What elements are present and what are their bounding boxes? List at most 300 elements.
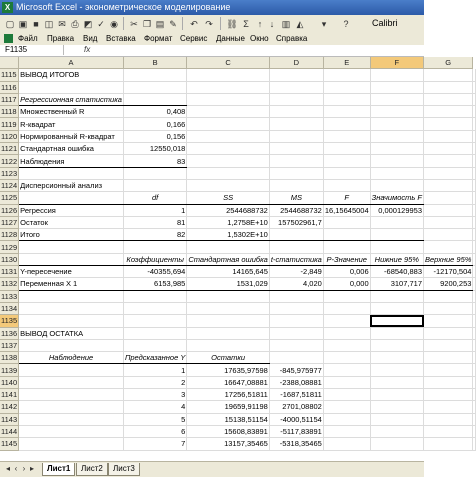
last-sheet-icon[interactable]: ▸ [29,464,34,473]
grid-cell[interactable]: 13157,35465 [187,438,270,450]
grid-cell[interactable] [323,302,370,314]
grid-cell[interactable]: 14165,645 [187,266,270,278]
grid-cell[interactable] [323,69,370,81]
grid-cell[interactable]: Стандартная ошибка [19,143,124,155]
grid-cell[interactable]: 3107,717 [370,278,423,290]
grid-cell[interactable] [269,155,323,167]
grid-cell[interactable] [19,315,124,327]
worksheet-grid[interactable] [0,57,472,461]
grid-cell[interactable] [323,327,370,339]
grid-cell[interactable] [473,69,476,81]
grid-cell[interactable] [424,413,473,425]
grid-cell[interactable]: Нижние 95% [370,253,423,265]
grid-cell[interactable] [424,69,473,81]
column-header-g[interactable]: G [424,57,473,69]
grid-cell[interactable]: SS [187,192,270,204]
grid-cell[interactable]: t-статистика [270,254,322,264]
grid-cell[interactable] [473,302,476,314]
grid-cell[interactable]: Переменная X 1 [19,278,124,290]
grid-cell[interactable] [370,302,423,314]
grid-cell[interactable]: -40355,694 [123,266,186,278]
grid-cell[interactable] [269,93,323,105]
grid-cell[interactable] [370,364,423,376]
row-header[interactable]: 1142 [1,402,18,412]
menu-view[interactable]: Вид [83,34,98,43]
grid-cell[interactable] [370,118,423,130]
grid-cell[interactable] [187,130,270,142]
grid-cell[interactable]: Стандартная ошибка [188,254,268,264]
grid-cell[interactable] [19,364,124,376]
grid-cell[interactable]: 5 [123,413,186,425]
row-header[interactable]: 1138 [1,353,18,363]
grid-cell[interactable] [323,216,370,228]
grid-cell[interactable] [123,302,186,314]
grid-cell[interactable] [473,376,476,388]
grid-cell[interactable] [370,425,423,437]
grid-cell[interactable] [123,93,186,105]
grid-cell[interactable]: -845,975977 [269,364,323,376]
grid-cell[interactable]: 4 [123,401,186,413]
grid-cell[interactable] [424,155,473,167]
grid-cell[interactable] [424,179,473,191]
grid-cell[interactable]: Наблюдения [19,155,124,167]
grid-cell[interactable]: 2701,08802 [269,401,323,413]
grid-cell[interactable] [187,155,270,167]
grid-cell[interactable] [123,179,186,191]
grid-cell[interactable] [187,69,270,81]
grid-cell[interactable]: 12550,018 [123,143,186,155]
grid-cell[interactable] [269,315,323,327]
grid-cell[interactable] [323,179,370,191]
grid-cell[interactable]: P-Значение [323,253,370,265]
grid-cell[interactable] [370,179,423,191]
grid-cell[interactable] [187,167,270,179]
grid-cell[interactable]: 0,000 [323,278,370,290]
new-file-icon[interactable]: ▢ [5,19,15,29]
grid-cell[interactable]: 82 [123,229,186,241]
grid-cell[interactable] [473,352,476,364]
row-header[interactable]: 1143 [1,414,18,424]
grid-cell[interactable] [473,143,476,155]
grid-cell[interactable] [269,241,323,253]
grid-cell[interactable] [424,167,473,179]
grid-cell[interactable] [370,290,423,302]
sort-ascending-icon[interactable]: ↑ [257,19,263,29]
row-header[interactable]: 1123 [1,168,18,178]
grid-cell[interactable] [323,352,370,364]
grid-cell[interactable]: 0,156 [123,130,186,142]
grid-cell[interactable] [473,253,476,265]
row-header[interactable]: 1120 [1,131,18,141]
grid-cell[interactable] [323,425,370,437]
grid-cell[interactable] [473,401,476,413]
grid-cell[interactable] [370,352,423,364]
grid-cell[interactable]: 17256,51811 [187,389,270,401]
grid-cell[interactable] [424,229,473,241]
row-header[interactable]: 1125 [1,193,18,203]
grid-cell[interactable] [187,81,270,93]
row-header[interactable]: 1134 [1,304,18,314]
grid-cell[interactable] [269,179,323,191]
grid-cell[interactable] [269,118,323,130]
grid-cell[interactable]: Верхние 95% [425,254,472,264]
grid-cell[interactable]: 16647,08881 [187,376,270,388]
grid-cell[interactable] [424,425,473,437]
grid-cell[interactable] [473,241,476,253]
grid-cell[interactable] [323,93,370,105]
grid-cell[interactable] [473,266,476,278]
grid-cell[interactable] [323,130,370,142]
paste-icon[interactable]: ▤ [155,19,165,29]
grid-cell[interactable] [269,290,323,302]
grid-cell[interactable] [323,364,370,376]
grid-cell[interactable]: 157502961,7 [269,216,323,228]
row-header[interactable]: 1137 [1,340,18,350]
grid-cell[interactable] [187,93,270,105]
menu-edit[interactable]: Правка [47,34,75,43]
grid-cell[interactable] [473,413,476,425]
grid-cell[interactable]: Регрессия [19,204,124,216]
grid-cell[interactable]: 1 [123,204,186,216]
grid-cell[interactable] [19,167,124,179]
grid-cell[interactable] [370,339,423,351]
grid-cell[interactable] [424,204,473,216]
grid-cell[interactable] [424,364,473,376]
grid-cell[interactable]: -68540,883 [370,266,423,278]
grid-cell[interactable]: Остатки [187,352,270,364]
grid-cell[interactable] [123,167,186,179]
grid-cell[interactable] [473,290,476,302]
print-preview-icon[interactable]: ◩ [83,19,93,29]
grid-cell[interactable]: 6 [123,425,186,437]
grid-cell[interactable] [473,278,476,290]
name-box[interactable]: F1135 [2,45,64,55]
row-header[interactable]: 1129 [1,242,18,252]
grid-cell[interactable]: df [123,192,186,204]
cut-icon[interactable]: ✂ [130,19,138,29]
active-cell[interactable] [370,315,423,327]
grid-cell[interactable] [323,81,370,93]
row-header[interactable]: 1136 [1,328,18,338]
grid-cell[interactable]: 2544688732 [269,204,323,216]
grid-cell[interactable] [123,339,186,351]
grid-cell[interactable]: ВЫВОД ИТОГОВ [19,69,124,81]
grid-cell[interactable] [424,192,473,204]
row-header[interactable]: 1122 [1,156,18,166]
undo-icon[interactable]: ↶ [190,19,198,29]
grid-cell[interactable] [269,339,323,351]
grid-cell[interactable]: Наблюдение [19,352,124,364]
redo-icon[interactable]: ↷ [205,19,213,29]
grid-cell[interactable] [370,389,423,401]
grid-cell[interactable] [473,364,476,376]
grid-cell[interactable] [187,106,270,118]
grid-cell[interactable] [424,118,473,130]
grid-cell[interactable] [370,229,423,241]
grid-cell[interactable] [323,413,370,425]
grid-cell[interactable] [323,315,370,327]
row-header[interactable]: 1119 [0,118,19,130]
grid-cell[interactable]: Регрессионная статистика [20,95,122,105]
grid-cell[interactable] [370,130,423,142]
grid-cell[interactable] [473,106,476,118]
grid-cell[interactable] [269,327,323,339]
grid-cell[interactable]: -1687,51811 [269,389,323,401]
grid-cell[interactable] [323,389,370,401]
grid-cell[interactable]: 2 [123,376,186,388]
grid-cell[interactable]: -2,849 [269,266,323,278]
row-header[interactable]: 1118 [0,106,19,118]
grid-cell[interactable] [370,69,423,81]
grid-cell[interactable] [370,143,423,155]
grid-cell[interactable]: -12170,504 [424,266,473,278]
column-header-b[interactable]: B [123,57,186,69]
row-header[interactable]: 1132 [1,279,18,289]
grid-cell[interactable] [473,179,476,191]
grid-cell[interactable] [323,339,370,351]
spelling-icon[interactable]: ✓ [97,19,105,29]
grid-cell[interactable] [424,315,473,327]
grid-cell[interactable]: Значимость F [371,193,422,203]
grid-cell[interactable]: 15138,51154 [187,413,270,425]
grid-cell[interactable]: 3 [123,389,186,401]
grid-cell[interactable] [370,401,423,413]
menu-file[interactable]: Файл [18,34,38,43]
grid-cell[interactable] [269,130,323,142]
grid-cell[interactable] [19,376,124,388]
grid-cell[interactable]: 1,5302E+10 [187,229,270,241]
function-icon[interactable]: fx [84,45,91,54]
grid-cell[interactable] [424,401,473,413]
grid-cell[interactable]: 1 [123,364,186,376]
format-painter-icon[interactable]: ✎ [169,19,177,29]
grid-cell[interactable] [19,413,124,425]
grid-cell[interactable] [187,179,270,191]
row-header[interactable]: 1139 [1,365,18,375]
grid-cell[interactable]: 15608,83891 [187,425,270,437]
column-header-e[interactable]: E [323,57,370,69]
email-icon[interactable]: ✉ [58,19,66,29]
row-header[interactable]: 1124 [1,181,18,191]
grid-cell[interactable]: 1,2758E+10 [187,216,270,228]
select-all-corner[interactable] [0,57,19,69]
grid-cell[interactable]: R-квадрат [19,118,124,130]
row-header[interactable]: 1130 [1,254,18,264]
hyperlink-icon[interactable]: ⛓ [226,19,238,29]
grid-cell[interactable]: 0,166 [123,118,186,130]
row-header[interactable]: 1128 [1,230,18,240]
grid-cell[interactable] [424,327,473,339]
row-header[interactable]: 1126 [1,205,18,215]
grid-cell[interactable] [323,438,370,450]
grid-cell[interactable] [187,118,270,130]
grid-cell[interactable] [19,253,124,265]
row-header[interactable]: 1117 [0,93,19,105]
grid-cell[interactable] [370,155,423,167]
help-icon[interactable]: ? [343,19,349,29]
save-icon[interactable]: ■ [33,19,39,29]
grid-cell[interactable] [269,229,323,241]
grid-cell[interactable] [19,438,124,450]
grid-cell[interactable] [123,290,186,302]
grid-cell[interactable] [473,130,476,142]
grid-cell[interactable] [123,241,186,253]
grid-cell[interactable]: 19659,91198 [187,401,270,413]
grid-cell[interactable]: 0,006 [323,266,370,278]
grid-cell[interactable]: Множественный R [19,106,124,118]
grid-cell[interactable] [424,130,473,142]
grid-cell[interactable]: Итого [19,229,124,241]
grid-cell[interactable] [424,216,473,228]
column-header-c[interactable]: C [187,57,270,69]
sheet-tab-1[interactable]: Лист1 [42,463,75,476]
grid-cell[interactable]: 1531,029 [187,278,270,290]
grid-cell[interactable] [123,315,186,327]
grid-cell[interactable]: Y-пересечение [19,266,124,278]
row-header[interactable]: 1140 [1,377,18,387]
print-icon[interactable]: ⎙ [71,19,79,29]
grid-cell[interactable] [19,192,124,204]
permission-icon[interactable]: ◫ [44,19,54,29]
grid-cell[interactable] [269,302,323,314]
zoom-icon[interactable]: ▾ [321,19,327,29]
grid-cell[interactable]: ВЫВОД ОСТАТКА [19,327,124,339]
grid-cell[interactable] [473,118,476,130]
grid-cell[interactable] [370,216,423,228]
grid-cell[interactable] [187,302,270,314]
drawing-icon[interactable]: ◭ [296,19,304,29]
grid-cell[interactable] [323,241,370,253]
grid-cell[interactable]: Остаток [19,216,124,228]
grid-cell[interactable] [424,81,473,93]
grid-cell[interactable] [269,81,323,93]
grid-cell[interactable]: 4,020 [269,278,323,290]
row-header[interactable]: 1144 [1,427,18,437]
grid-cell[interactable] [187,315,270,327]
grid-cell[interactable] [370,241,423,253]
row-header[interactable]: 1141 [1,390,18,400]
grid-cell[interactable]: MS [269,192,323,204]
grid-cell[interactable] [123,327,186,339]
grid-cell[interactable] [473,93,476,105]
grid-cell[interactable] [370,106,423,118]
grid-cell[interactable] [370,376,423,388]
grid-cell[interactable] [370,413,423,425]
grid-cell[interactable] [370,438,423,450]
grid-cell[interactable]: 7 [123,438,186,450]
row-header[interactable]: 1115 [0,69,19,81]
grid-cell[interactable] [424,376,473,388]
open-folder-icon[interactable]: ▣ [18,19,28,29]
grid-cell[interactable] [424,302,473,314]
grid-cell[interactable] [473,167,476,179]
grid-cell[interactable] [370,167,423,179]
sheet-tab-2[interactable]: Лист2 [76,463,108,476]
grid-cell[interactable] [473,389,476,401]
grid-cell[interactable]: 2544688732 [187,204,270,216]
grid-cell[interactable] [323,290,370,302]
grid-cell[interactable] [19,401,124,413]
grid-cell[interactable] [424,93,473,105]
grid-cell[interactable] [473,204,476,216]
grid-cell[interactable] [19,389,124,401]
grid-cell[interactable] [473,315,476,327]
grid-cell[interactable]: -5117,83891 [269,425,323,437]
grid-cell[interactable] [269,352,323,364]
grid-cell[interactable] [473,229,476,241]
grid-cell[interactable]: 6153,985 [123,278,186,290]
autosum-icon[interactable]: Σ [243,19,249,29]
grid-cell[interactable] [187,339,270,351]
grid-cell[interactable]: Коэффициенты [123,253,186,265]
grid-cell[interactable] [323,401,370,413]
row-header[interactable]: 1131 [1,267,18,277]
grid-cell[interactable] [269,69,323,81]
grid-cell[interactable] [424,339,473,351]
grid-cell[interactable] [323,167,370,179]
grid-cell[interactable] [323,376,370,388]
column-header-a[interactable]: A [19,57,124,69]
menu-window[interactable]: Окно [250,34,269,43]
grid-cell[interactable]: F [323,192,370,204]
next-sheet-icon[interactable]: › [22,464,26,473]
grid-cell[interactable]: 81 [123,216,186,228]
grid-cell[interactable]: Дисперсионный анализ [19,179,124,191]
grid-cell[interactable] [370,93,423,105]
first-sheet-icon[interactable]: ◂ [5,464,10,473]
grid-cell[interactable] [424,389,473,401]
grid-cell[interactable] [424,143,473,155]
grid-cell[interactable] [370,327,423,339]
row-header[interactable]: 1127 [1,218,18,227]
grid-cell[interactable]: -2388,08881 [269,376,323,388]
menu-tools[interactable]: Сервис [180,34,208,43]
grid-cell[interactable]: 9200,253 [424,278,473,290]
grid-cell[interactable] [473,81,476,93]
row-header[interactable]: 1116 [0,81,19,93]
row-header[interactable]: 1121 [1,144,18,154]
column-header-f[interactable]: F [370,57,423,69]
grid-cell[interactable] [269,143,323,155]
grid-cell[interactable] [187,143,270,155]
chart-wizard-icon[interactable]: ▥ [281,19,291,29]
grid-cell[interactable] [473,438,476,450]
prev-sheet-icon[interactable]: ‹ [14,464,18,473]
research-icon[interactable]: ◉ [110,19,118,29]
grid-cell[interactable] [323,143,370,155]
grid-cell[interactable]: -5318,35465 [269,438,323,450]
grid-cell[interactable] [19,302,124,314]
grid-cell[interactable] [269,167,323,179]
sheet-tab-3[interactable]: Лист3 [108,463,140,476]
grid-cell[interactable] [269,106,323,118]
grid-cell[interactable] [19,425,124,437]
grid-cell[interactable] [473,192,476,204]
menu-format[interactable]: Формат [144,34,173,43]
row-header[interactable]: 1145 [1,439,18,449]
grid-cell[interactable] [323,106,370,118]
grid-cell[interactable] [424,438,473,450]
grid-cell[interactable]: Нормированный R-квадрат [19,130,124,142]
grid-cell[interactable] [123,69,186,81]
grid-cell[interactable] [187,327,270,339]
grid-cell[interactable] [323,118,370,130]
grid-cell[interactable] [473,155,476,167]
grid-cell[interactable]: 0,000129953 [370,204,423,216]
grid-cell[interactable] [19,339,124,351]
copy-icon[interactable]: ❐ [142,19,152,29]
grid-cell[interactable]: 0,408 [123,106,186,118]
